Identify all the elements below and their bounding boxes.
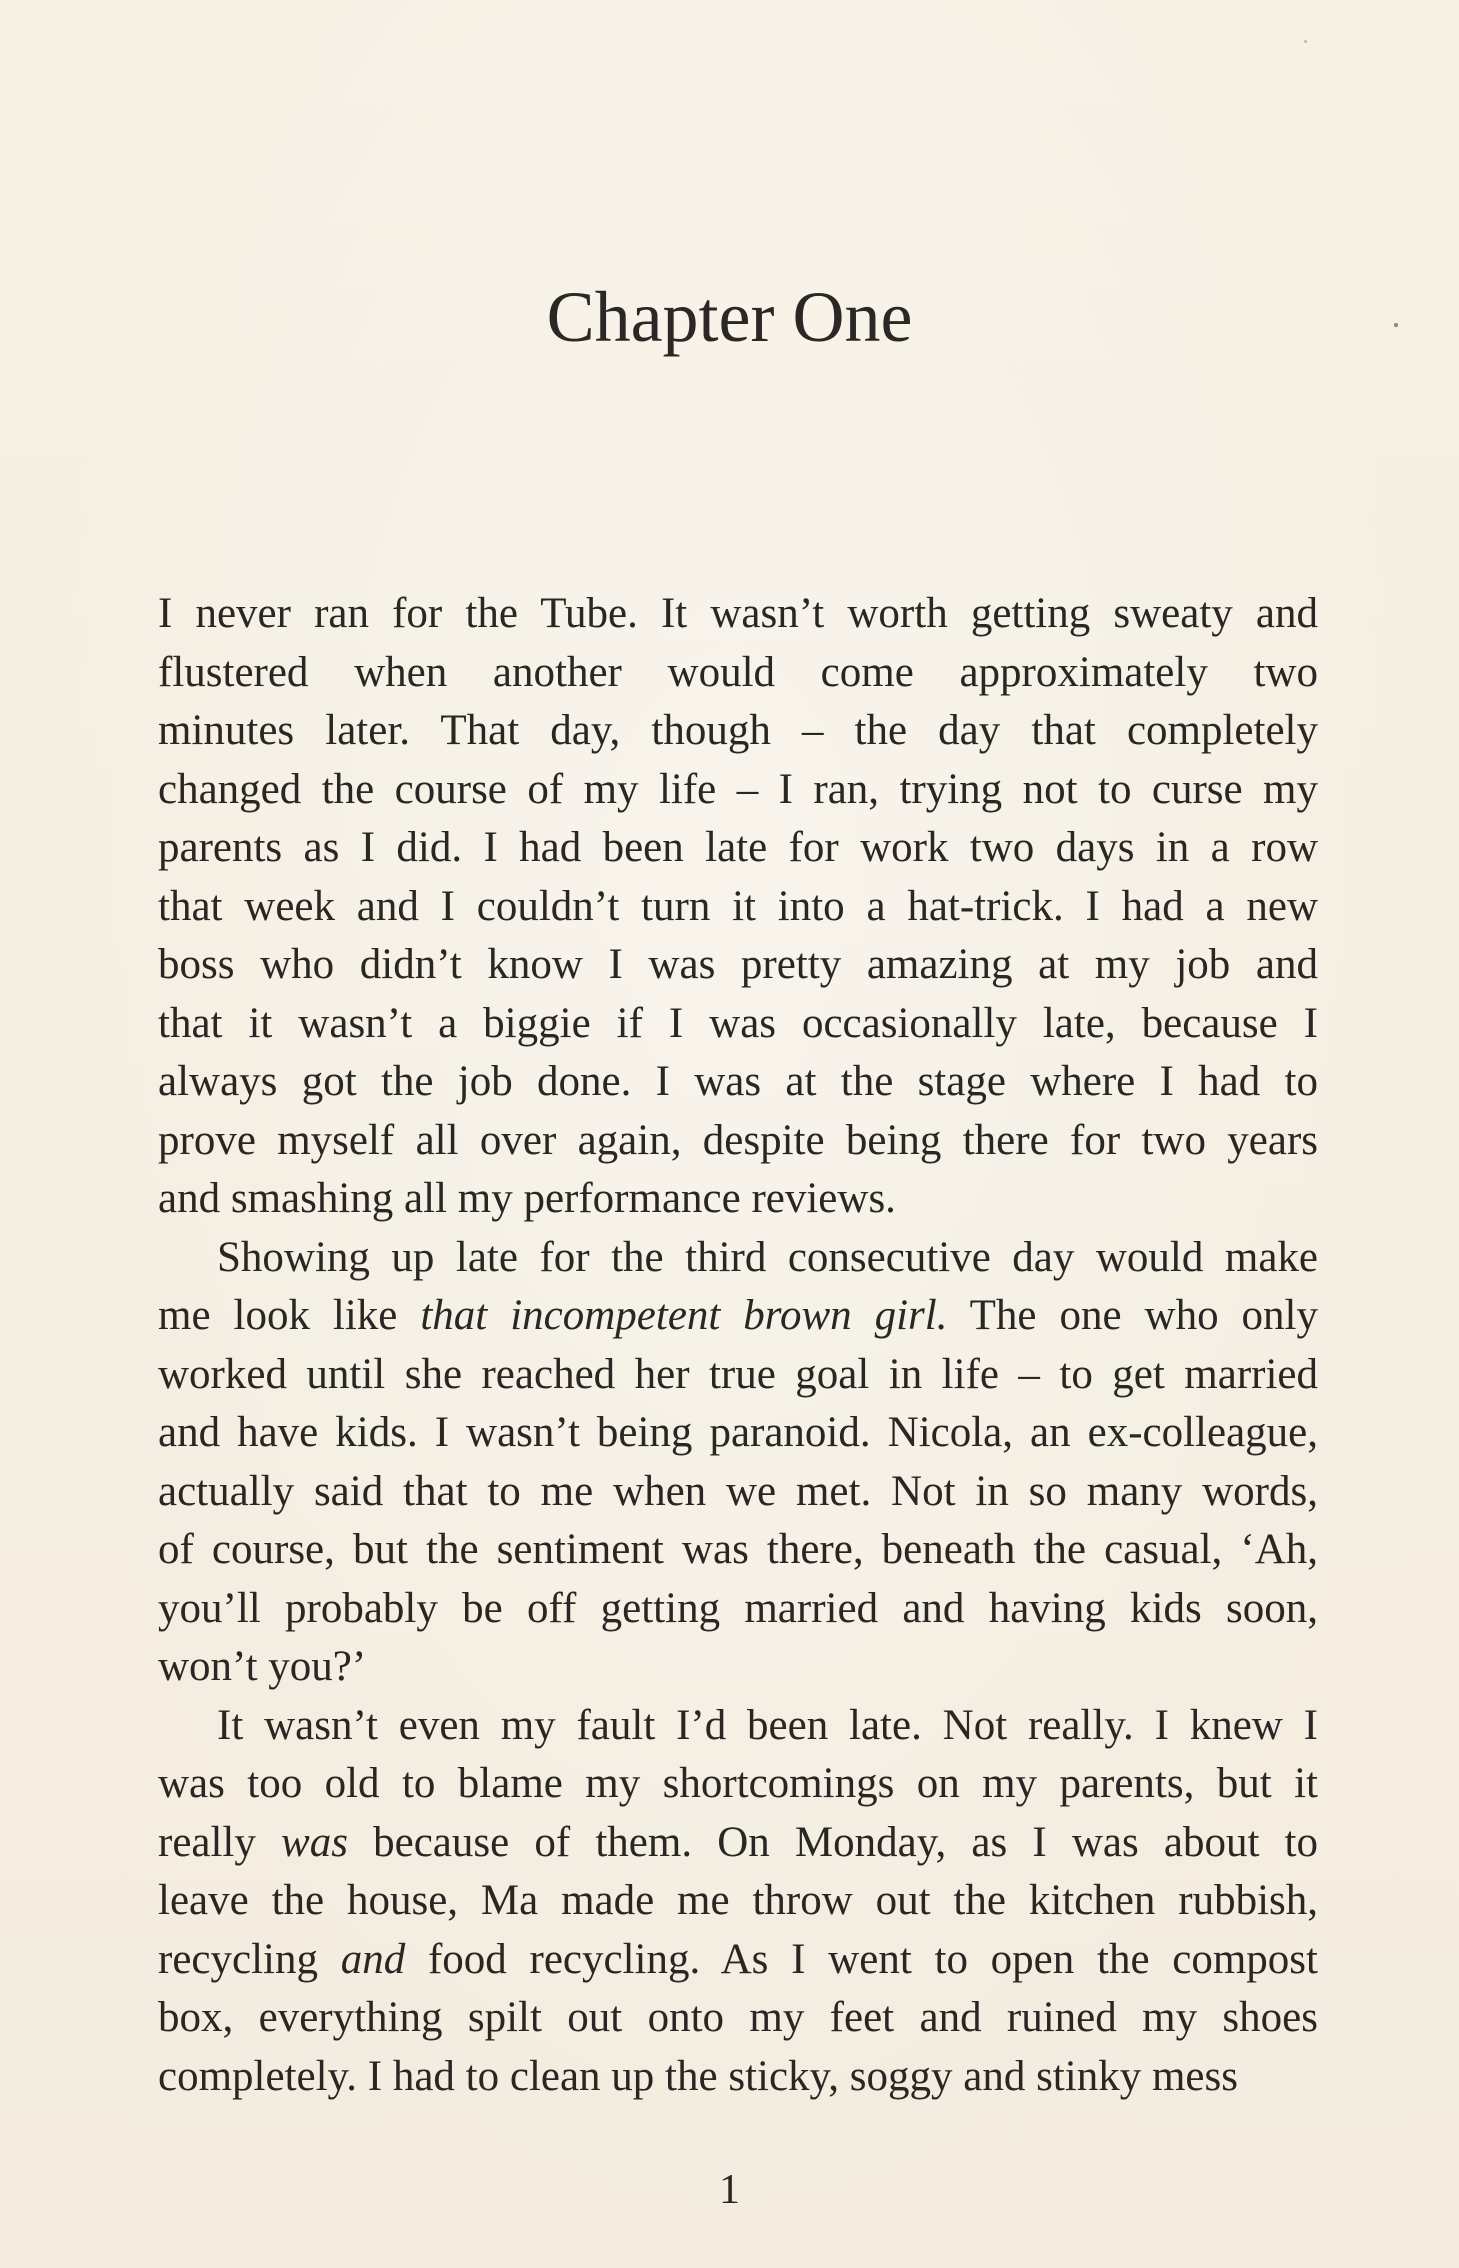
paragraph [158, 1697, 1318, 2107]
paragraph [158, 585, 1318, 1229]
text-segment: and have kids. I wasn’t being paranoid. Nicola, an ex-colleague, [158, 1409, 1318, 1456]
text-line [158, 878, 1318, 937]
text-line [158, 1287, 1318, 1346]
text-line [158, 1346, 1318, 1405]
chapter-title: Chapter One [546, 277, 913, 357]
text-line [158, 1755, 1318, 1814]
text-segment: recycling [158, 1935, 341, 1983]
text-segment: won’t you?’ [158, 1643, 367, 1690]
text-segment: worked until she reached her true goal in life – to get married [158, 1350, 1318, 1398]
text-line [158, 1931, 1318, 1990]
text-line [158, 1404, 1318, 1463]
text-line [158, 936, 1318, 995]
text-segment: boss who didn’t know I was pretty amazing at my job and [158, 941, 1318, 988]
italic-text: that incompetent brown girl. [420, 1292, 948, 1339]
text-line [158, 1872, 1318, 1931]
text-segment: prove myself all over again, despite being there for two years [158, 1116, 1318, 1164]
text-segment: I never ran for the Tube. It wasn’t worth getting sweaty and [158, 590, 1318, 637]
text-segment: changed the course of my life – I ran, trying not to curse my [158, 765, 1318, 813]
text-segment: was too old to blame my shortcomings on my parents, but it [158, 1760, 1318, 1807]
text-segment: completely. I had to clean up the sticky, soggy and stinky mess [158, 2052, 1238, 2100]
text-segment: of course, but the sentiment was there, beneath the casual, ‘Ah, [158, 1526, 1318, 1573]
page-number: 1 [719, 2167, 740, 2213]
paragraph [158, 1229, 1318, 1697]
italic-text: was [281, 1818, 348, 1866]
text-segment: minutes later. That day, though – the day that completely [158, 707, 1318, 754]
text-line [158, 1463, 1318, 1522]
text-segment: Showing up late for the third consecutive day would make [217, 1233, 1318, 1281]
text-line [158, 1053, 1318, 1112]
text-line [158, 644, 1318, 703]
italic-text: and [340, 1935, 406, 1983]
text-segment: me look like [158, 1292, 421, 1339]
text-segment: you’ll probably be off getting married and having kids soon, [158, 1584, 1318, 1632]
paper-speck [1304, 40, 1307, 43]
text-segment: and smashing all my performance reviews. [158, 1175, 896, 1222]
text-segment: The one who only [947, 1292, 1318, 1339]
text-segment: that it wasn’t a biggie if I was occasionally late, because I [158, 999, 1318, 1047]
text-segment: food recycling. As I went to open the compost [405, 1935, 1318, 1983]
text-segment: flustered when another would come approximately two [158, 648, 1318, 696]
text-line [158, 1112, 1318, 1171]
text-line [158, 819, 1318, 878]
text-line [158, 1638, 1318, 1697]
text-segment: leave the house, Ma made me throw out the kitchen rubbish, [158, 1877, 1318, 1924]
text-line [158, 1521, 1318, 1580]
text-line [158, 585, 1318, 644]
text-line [158, 1580, 1318, 1639]
text-segment: that week and I couldn’t turn it into a hat-trick. I had a new [158, 882, 1318, 930]
paper-speck [1394, 323, 1398, 327]
text-line [158, 761, 1318, 820]
text-line [158, 1814, 1318, 1873]
body-text [158, 585, 1318, 2106]
text-line [158, 1697, 1318, 1756]
text-segment: It wasn’t even my fault I’d been late. Not really. I knew I [217, 1701, 1318, 1749]
text-line [158, 702, 1318, 761]
text-segment: because of them. On Monday, as I was about to [347, 1818, 1318, 1866]
text-segment: always got the job done. I was at the stage where I had to [158, 1058, 1318, 1105]
text-segment: box, everything spilt out onto my feet and ruined my shoes [158, 1994, 1318, 2041]
text-segment: really [158, 1818, 282, 1866]
text-segment: parents as I did. I had been late for work two days in a row [158, 824, 1318, 871]
text-line [158, 995, 1318, 1054]
text-line [158, 1229, 1318, 1288]
text-line [158, 1989, 1318, 2048]
text-segment: actually said that to me when we met. Not in so many words, [158, 1467, 1318, 1515]
text-line [158, 2048, 1318, 2107]
text-line [158, 1170, 1318, 1229]
